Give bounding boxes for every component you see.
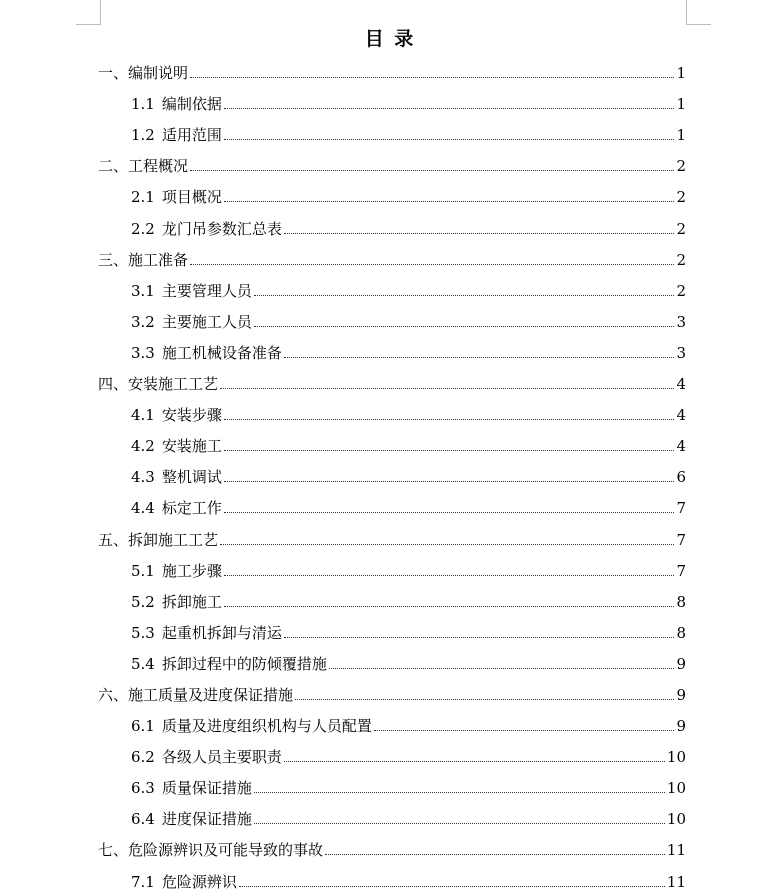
toc-page-number: 11 [666,841,686,860]
toc-dot-leader [374,729,675,731]
toc-title: 目 录 [364,28,416,50]
toc-page-number: 4 [676,375,686,394]
toc-page-number: 4 [676,437,686,456]
toc-page-number: 9 [676,654,686,673]
toc-section-entry[interactable] [98,460,686,491]
toc-page-number: 2 [676,157,686,176]
toc-section-entry[interactable] [98,118,686,149]
toc-section-entry[interactable] [98,802,686,833]
toc-page-number: 4 [676,406,686,425]
toc-section-entry[interactable] [98,336,686,367]
toc-entry-text: 工程概况 [128,157,189,176]
toc-dot-leader [254,325,675,327]
toc-entry-number: 四、 [98,375,129,394]
toc-entry-text: 危险源辨识 [161,872,237,891]
toc-page-number: 7 [676,561,686,580]
toc-dot-leader [224,107,675,109]
toc-entry-number: 5.4 [131,654,155,673]
toc-dot-leader [284,636,675,638]
toc-entry-number: 4.2 [131,437,155,456]
toc-dot-leader [254,822,665,824]
toc-entry-text: 各级人员主要职责 [161,748,282,767]
toc-section-entry[interactable] [98,771,686,802]
toc-entry-number: 七、 [98,841,129,860]
toc-dot-leader [224,200,675,202]
toc-page-number: 2 [676,219,686,238]
toc-dot-leader [220,543,674,545]
toc-dot-leader [329,667,675,669]
toc-section-entry[interactable] [98,87,686,118]
toc-entry-text: 起重机拆卸与清运 [161,623,282,642]
toc-section-entry[interactable] [98,180,686,211]
crop-mark-left [76,0,101,25]
toc-section-entry[interactable] [98,211,686,242]
toc-entry-number: 3.2 [131,312,155,331]
toc-page-number: 3 [676,343,686,362]
toc-entry-text: 质量保证措施 [161,779,252,798]
toc-entry-text: 施工质量及进度保证措施 [128,685,294,704]
toc-chapter-entry[interactable] [98,56,686,87]
toc-section-entry[interactable] [98,554,686,585]
toc-page-number: 10 [666,779,686,798]
toc-section-entry[interactable] [98,616,686,647]
toc-page-number: 1 [676,64,686,83]
toc-dot-leader [284,760,665,762]
toc-page-number: 10 [666,810,686,829]
toc-dot-leader [190,263,674,265]
toc-page-number: 8 [676,592,686,611]
toc-entry-text: 拆卸施工 [161,592,222,611]
toc-section-entry[interactable] [98,740,686,771]
toc-entry-number: 2.2 [131,219,155,238]
toc-entry-text: 适用范围 [161,126,222,145]
toc-entry-text: 施工机械设备准备 [161,343,282,362]
toc-entry-text: 进度保证措施 [161,810,252,829]
toc-entry-text: 主要管理人员 [161,281,252,300]
toc-entry-text: 项目概况 [161,188,222,207]
toc-entry-number: 5.1 [131,561,155,580]
toc-page-number: 2 [676,281,686,300]
toc-entry-text: 拆卸过程中的防倾覆措施 [161,654,327,673]
toc-page-number: 1 [676,126,686,145]
toc-page-number: 7 [676,499,686,518]
toc-entry-number: 6.4 [131,810,155,829]
toc-dot-leader [295,698,674,700]
toc-entry-number: 3.3 [131,343,155,362]
toc-entry-number: 5.2 [131,592,155,611]
toc-entry-text: 标定工作 [161,499,222,518]
toc-chapter-entry[interactable] [98,522,686,553]
toc-chapter-entry[interactable] [98,367,686,398]
toc-dot-leader [254,791,665,793]
toc-entry-text: 编制说明 [128,64,189,83]
toc-page-number: 8 [676,623,686,642]
toc-entry-number: 6.2 [131,748,155,767]
toc-entry-number: 一、 [98,64,129,83]
toc-section-entry[interactable] [98,274,686,305]
toc-entry-text: 安装步骤 [161,406,222,425]
toc-page-number: 2 [676,250,686,269]
toc-page-number: 1 [676,95,686,114]
toc-entry-text: 拆卸施工工艺 [128,530,219,549]
toc-page-number: 10 [666,748,686,767]
toc-entry-number: 六、 [98,685,129,704]
toc-dot-leader [220,387,674,389]
toc-chapter-entry[interactable] [98,243,686,274]
toc-dot-leader [239,885,665,887]
toc-chapter-entry[interactable] [98,678,686,709]
toc-entry-number: 3.1 [131,281,155,300]
toc-section-entry[interactable] [98,305,686,336]
toc-entry-text: 主要施工人员 [161,312,252,331]
toc-page-number: 9 [676,685,686,704]
table-of-contents [98,56,686,896]
toc-dot-leader [224,418,675,420]
crop-mark-right [686,0,711,25]
toc-section-entry[interactable] [98,709,686,740]
toc-dot-leader [224,574,675,576]
toc-entry-number: 二、 [98,157,129,176]
toc-entry-number: 4.4 [131,499,155,518]
toc-chapter-entry[interactable] [98,833,686,864]
toc-entry-number: 4.1 [131,406,155,425]
toc-entry-number: 6.1 [131,717,155,736]
toc-entry-number: 1.1 [131,95,155,114]
toc-entry-text: 整机调试 [161,468,222,487]
toc-entry-text: 质量及进度组织机构与人员配置 [161,717,372,736]
toc-section-entry[interactable] [98,585,686,616]
toc-entry-text: 危险源辨识及可能导致的事故 [128,841,324,860]
toc-section-entry[interactable] [98,647,686,678]
toc-page-number: 2 [676,188,686,207]
toc-dot-leader [224,511,675,513]
toc-dot-leader [284,356,675,358]
toc-dot-leader [190,76,674,78]
toc-entry-text: 龙门吊参数汇总表 [161,219,282,238]
toc-page-number: 11 [666,872,686,891]
toc-entry-text: 施工步骤 [161,561,222,580]
toc-entry-text: 安装施工工艺 [128,375,219,394]
toc-entry-text: 编制依据 [161,95,222,114]
toc-entry-number: 6.3 [131,779,155,798]
toc-page-number: 7 [676,530,686,549]
toc-dot-leader [224,449,675,451]
toc-dot-leader [325,853,665,855]
toc-dot-leader [190,169,674,171]
toc-entry-number: 4.3 [131,468,155,487]
toc-entry-number: 三、 [98,250,129,269]
toc-entry-number: 5.3 [131,623,155,642]
toc-entry-number: 1.2 [131,126,155,145]
toc-section-entry[interactable] [98,398,686,429]
toc-section-entry[interactable] [98,491,686,522]
toc-dot-leader [224,480,675,482]
toc-entry-number: 五、 [98,530,129,549]
toc-entry-text: 施工准备 [128,250,189,269]
toc-page-number: 6 [676,468,686,487]
toc-entry-number: 7.1 [131,872,155,891]
toc-section-entry[interactable] [98,429,686,460]
toc-page-number: 9 [676,717,686,736]
toc-dot-leader [224,138,675,140]
toc-dot-leader [284,232,675,234]
toc-dot-leader [254,294,675,296]
toc-chapter-entry[interactable] [98,149,686,180]
toc-entry-number: 2.1 [131,188,155,207]
toc-entry-text: 安装施工 [161,437,222,456]
toc-dot-leader [224,605,675,607]
toc-page-number: 3 [676,312,686,331]
